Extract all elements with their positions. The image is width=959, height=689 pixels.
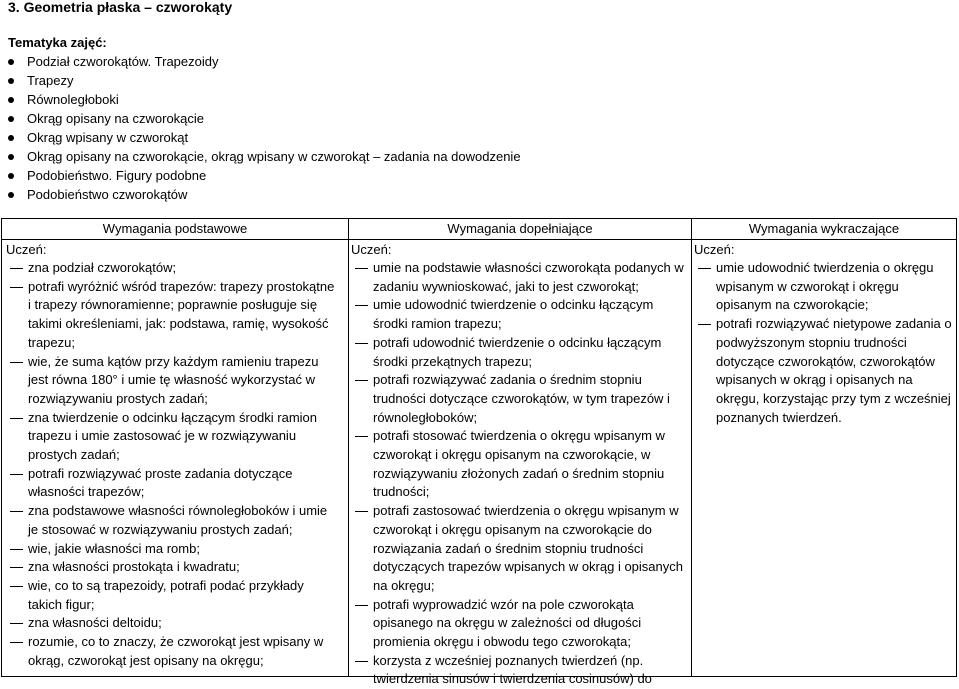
column-divider bbox=[348, 219, 349, 676]
requirement-item: potrafi rozwiązywać proste zadania dotyczące własności trapezów; bbox=[6, 465, 336, 502]
column-supplementary bbox=[351, 240, 689, 689]
requirement-item: potrafi wyprowadzić wzór na pole czworokąta opisanego na okręgu w zależności od długości promienia okręgu i obwodu tego czworokąta; bbox=[351, 596, 689, 652]
topic-item: Podobieństwo czworokątów bbox=[0, 185, 521, 204]
requirement-item: korzysta z wcześniej poznanych twierdzeń (np. twierdzenia sinusów i twierdzenia cosinusów) do bbox=[351, 652, 689, 689]
topic-item: Okrąg opisany na czworokącie bbox=[0, 109, 521, 128]
student-label: Uczeń: bbox=[351, 242, 392, 257]
requirement-item: wie, jakie własności ma romb; bbox=[6, 540, 336, 559]
requirements-table bbox=[1, 218, 957, 687]
column-divider bbox=[691, 219, 692, 676]
table-header-row bbox=[2, 219, 956, 240]
requirement-item: umie udowodnić twierdzenia o okręgu wpisanym w czworokąt i okręgu opisanym na czworokącie; bbox=[694, 259, 956, 315]
topic-item: Okrąg wpisany w czworokąt bbox=[0, 128, 521, 147]
column-advanced bbox=[694, 240, 956, 427]
requirement-item: potrafi wyróżnić wśród trapezów: trapezy prostokątne i trapezy równoramienne; poprawnie posługuje się takimi określeniami, jak: podstawa, ramię, wysokość trapezu; bbox=[6, 278, 336, 353]
requirement-item: potrafi udowodnić twierdzenie o odcinku łączącym środki przekątnych trapezu; bbox=[351, 334, 689, 371]
requirement-item: wie, że suma kątów przy każdym ramieniu trapezu jest równa 180° i umie tę własność wykorzystać w rozwiązywaniu prostych zadań; bbox=[6, 353, 336, 409]
topic-item: Podział czworokątów. Trapezoidy bbox=[0, 52, 521, 71]
requirement-item: potrafi zastosować twierdzenia o okręgu wpisanym w czworokąt i okręgu opisanym na czworokącie do rozwiązania zadań o średnim stopniu trudności dotyczących trapezów wpisanych w okrąg i opisanych na okręgu; bbox=[351, 502, 689, 596]
topic-item: Trapezy bbox=[0, 71, 521, 90]
requirement-item: potrafi rozwiązywać nietypowe zadania o podwyższonym stopniu trudności dotyczące czworokątów, czworokątów wpisanych w okrąg i opisanych na okręgu, korzystając przy tym z wcześniej poznanych twierdzeń. bbox=[694, 315, 956, 427]
requirement-item: zna twierdzenie o odcinku łączącym środki ramion trapezu i umie zastosować je w rozwiązywaniu prostych zadań; bbox=[6, 409, 336, 465]
requirement-item: zna podstawowe własności równoległoboków i umie je stosować w rozwiązywaniu prostych zadań; bbox=[6, 502, 336, 539]
requirement-item: zna podział czworokątów; bbox=[6, 259, 336, 278]
student-label: Uczeń: bbox=[694, 242, 735, 257]
header-supplementary: Wymagania dopełniające bbox=[447, 221, 593, 236]
topic-item: Podobieństwo. Figury podobne bbox=[0, 166, 521, 185]
topics-list bbox=[0, 52, 521, 204]
requirement-item: zna własności deltoidu; bbox=[6, 614, 336, 633]
column-basic bbox=[6, 240, 336, 670]
topic-item: Równoległoboki bbox=[0, 90, 521, 109]
topics-label: Tematyka zajęć: bbox=[8, 35, 107, 50]
topic-item: Okrąg opisany na czworokącie, okrąg wpisany w czworokąt – zadania na dowodzenie bbox=[0, 147, 521, 166]
requirement-item: umie na podstawie własności czworokąta podanych w zadaniu wywnioskować, jaki to jest czworokąt; bbox=[351, 259, 689, 296]
requirement-item: zna własności prostokąta i kwadratu; bbox=[6, 558, 336, 577]
requirement-item: potrafi stosować twierdzenia o okręgu wpisanym w czworokąt i okręgu opisanym na czworokącie, w rozwiązywaniu złożonych zadań o średnim stopniu trudności; bbox=[351, 427, 689, 502]
section-title: 3. Geometria płaska – czworokąty bbox=[8, 0, 233, 15]
requirement-item: wie, co to są trapezoidy, potrafi podać przykłady takich figur; bbox=[6, 577, 336, 614]
requirement-item: umie udowodnić twierdzenie o odcinku łączącym środki ramion trapezu; bbox=[351, 296, 689, 333]
student-label: Uczeń: bbox=[6, 242, 47, 257]
header-advanced: Wymagania wykraczające bbox=[748, 221, 900, 236]
header-basic: Wymagania podstawowe bbox=[102, 221, 248, 236]
requirement-item: rozumie, co to znaczy, że czworokąt jest wpisany w okrąg, czworokąt jest opisany na okręgu; bbox=[6, 633, 336, 670]
requirement-item: potrafi rozwiązywać zadania o średnim stopniu trudności dotyczące czworokątów, w tym trapezów i równoległoboków; bbox=[351, 371, 689, 427]
